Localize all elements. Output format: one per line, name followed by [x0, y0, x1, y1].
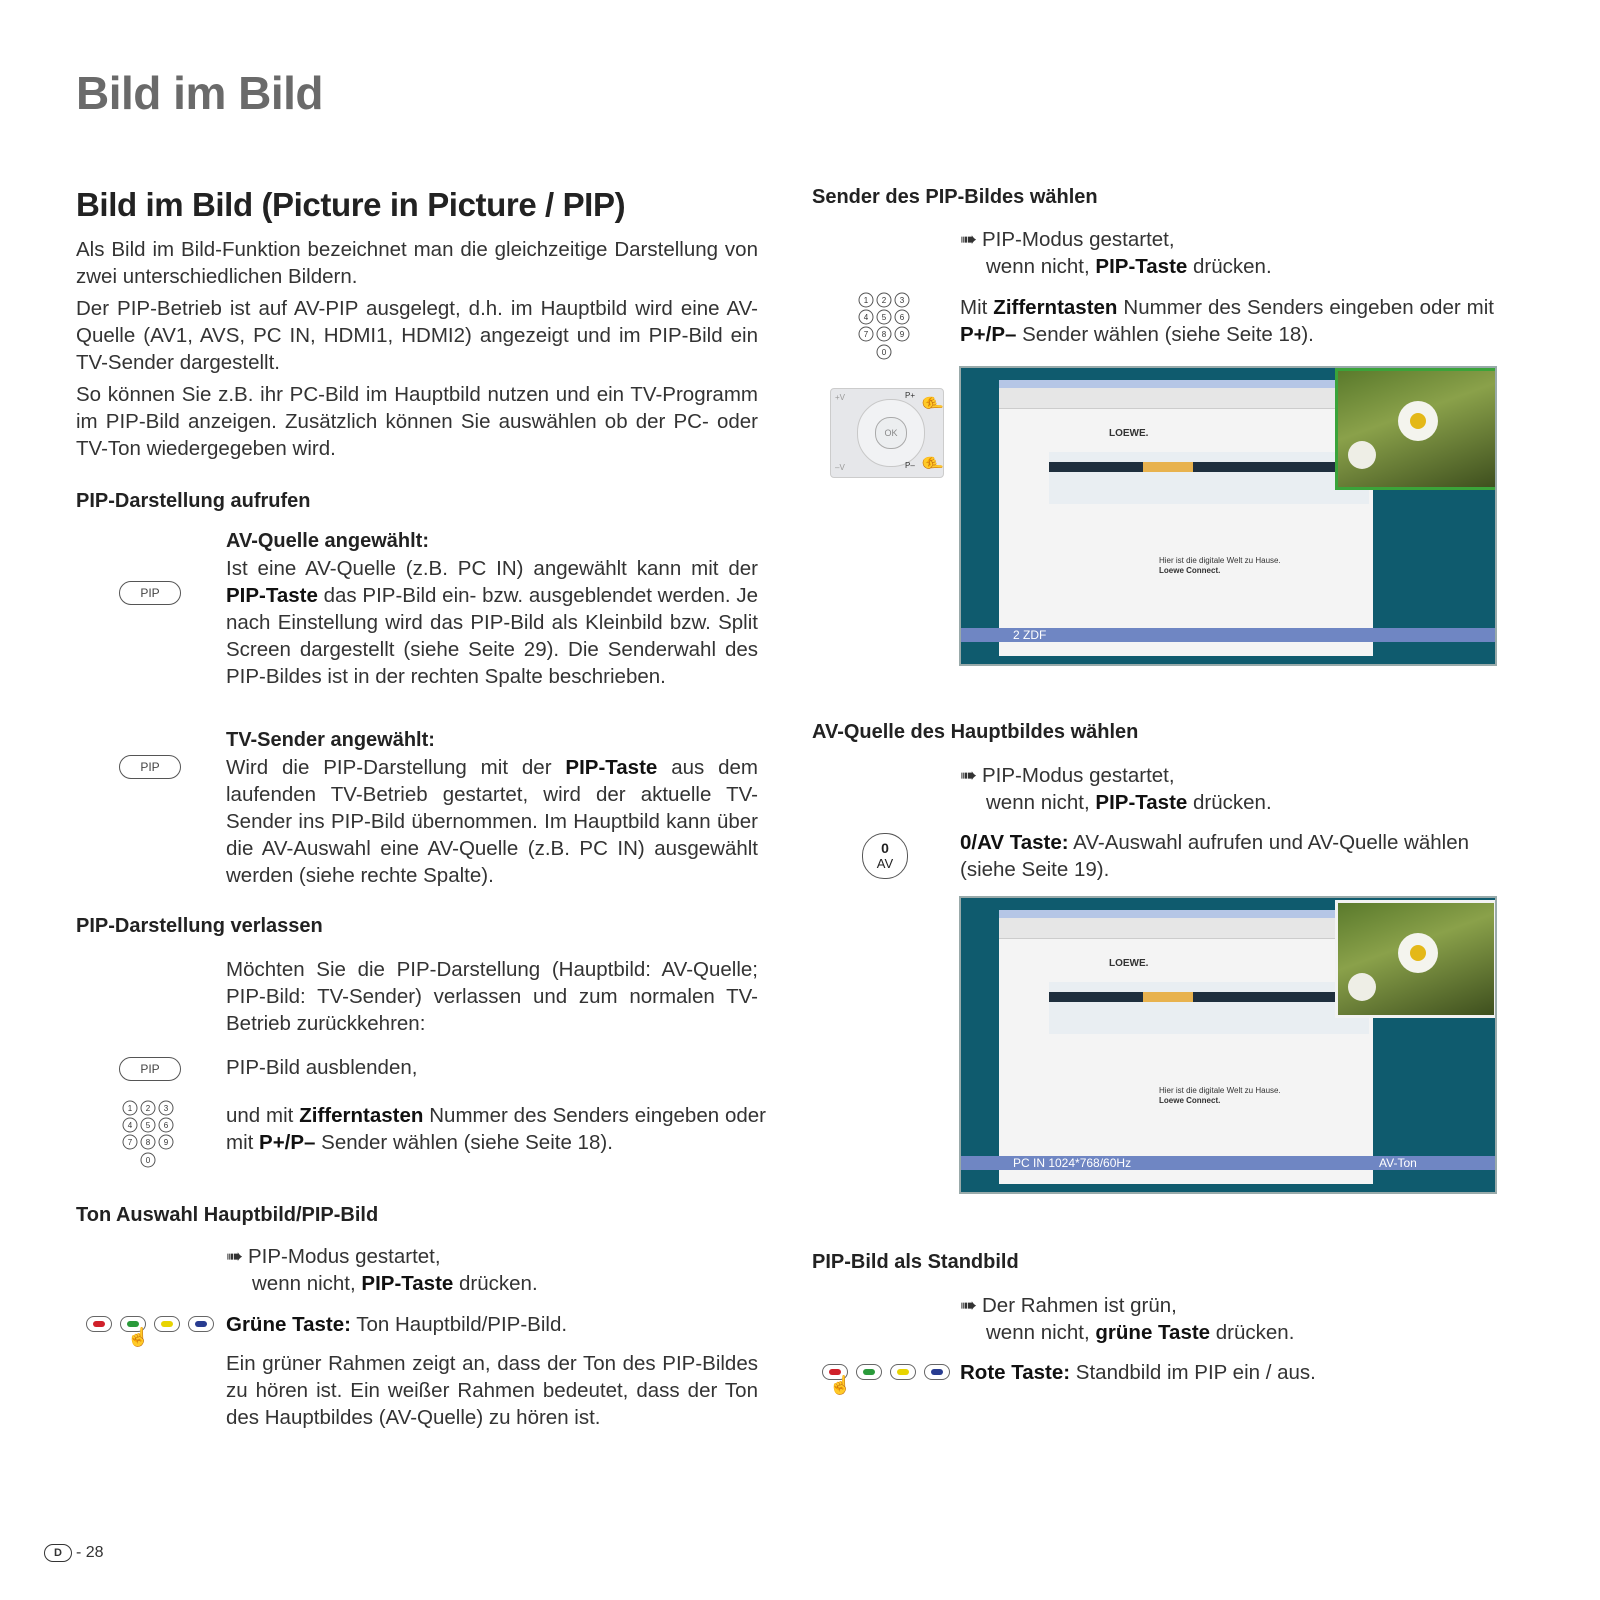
arrow-right-icon: ➠	[960, 764, 978, 787]
page-title: Bild im Bild	[76, 67, 323, 119]
pip-window	[1335, 900, 1497, 1018]
green-key[interactable]	[120, 1316, 150, 1347]
red-key[interactable]	[822, 1364, 852, 1395]
green-key-text: Grüne Taste: Ton Hauptbild/PIP-Bild.	[226, 1313, 568, 1336]
volume-up-label[interactable]: +V	[835, 393, 846, 402]
svg-text:5: 5	[881, 313, 887, 322]
frame-green-note: ➠ Der Rahmen ist grün, wenn nicht, grüne Taste drücken.	[960, 1294, 1295, 1344]
yellow-key[interactable]	[154, 1316, 180, 1332]
volume-down-label[interactable]: –V	[835, 463, 845, 472]
blue-key[interactable]	[924, 1364, 950, 1380]
browser-window	[999, 380, 1373, 656]
tv-channel-title: TV-Sender angewählt:	[226, 729, 435, 751]
section-heading: Bild im Bild (Picture in Picture / PIP)	[76, 186, 626, 223]
intro-paragraph-1: Als Bild im Bild-Funktion bezeichnet man die gleichzeitige Darstellung von zwei unterschiedlichen Bildern.	[76, 238, 758, 288]
headline-2: Loewe Connect.	[1159, 566, 1221, 575]
av-button[interactable]: 0 AV	[862, 833, 908, 879]
language-badge: D	[44, 1544, 72, 1562]
svg-text:3: 3	[163, 1104, 169, 1113]
channel-status-bar: 2 ZDF	[961, 628, 1495, 642]
red-key-text: Rote Taste: Standbild im PIP ein / aus.	[960, 1361, 1316, 1384]
svg-text:1: 1	[127, 1104, 133, 1113]
page-number: - 28	[76, 1544, 104, 1561]
hide-pip-text: PIP-Bild ausblenden,	[226, 1056, 418, 1079]
svg-text:0: 0	[145, 1156, 151, 1165]
hand-pointer-icon: ☝	[922, 392, 943, 415]
number-keys-text: Mit Zifferntasten Nummer des Senders eingeben oder mit P+/P– Sender wählen (siehe Seite 18).	[960, 296, 1494, 346]
arrow-right-icon: ➠	[960, 228, 978, 251]
green-key[interactable]	[856, 1364, 882, 1380]
remote-control-illustration	[830, 388, 944, 478]
subheading-av-source: AV-Quelle des Hauptbildes wählen	[812, 721, 1139, 743]
number-keys-text: und mit Zifferntasten Nummer des Senders eingeben oder mit P+/P– Sender wählen (siehe Seite 18).	[226, 1104, 767, 1154]
tv-screenshot-pip-channel	[959, 366, 1497, 666]
sound-frame-text: Ein grüner Rahmen zeigt an, dass der Ton des PIP-Bildes zu hören ist. Ein weißer Rahmen bedeutet, dass der Ton des Hauptbildes (AV-Quelle) zu hören ist.	[226, 1352, 758, 1429]
svg-text:7: 7	[863, 330, 869, 339]
svg-text:9: 9	[163, 1138, 169, 1147]
ok-button[interactable]: OK	[875, 417, 907, 449]
av-key-text: 0/AV Taste: AV-Auswahl aufrufen und AV-Quelle wählen (siehe Seite 19).	[960, 831, 1469, 881]
svg-text:4: 4	[863, 313, 869, 322]
svg-text:8: 8	[881, 330, 887, 339]
hand-pointer-icon: ☝	[829, 1375, 852, 1395]
av-source-text: Ist eine AV-Quelle (z.B. PC IN) angewählt kann mit der PIP-Taste das PIP-Bild ein- bzw. ausgeblendet werden. Je nach Einstellung wird das PIP-Bild als Kleinbild bzw. Split Screen dargestellt (siehe Seite 29). Die Senderwahl des PIP-Bildes ist in der rechten Spalte beschrieben.	[226, 557, 758, 688]
pip-button[interactable]: PIP	[119, 755, 181, 779]
tv-screenshot-av-source	[959, 896, 1497, 1194]
svg-text:8: 8	[145, 1138, 151, 1147]
svg-text:4: 4	[127, 1121, 133, 1130]
pip-button[interactable]: PIP	[119, 1057, 181, 1081]
headline-1: Hier ist die digitale Welt zu Hause.	[1159, 1086, 1281, 1095]
source-status-bar: PC IN 1024*768/60Hz AV-Ton	[961, 1156, 1495, 1170]
svg-text:7: 7	[127, 1138, 133, 1147]
number-keypad-icon[interactable]	[856, 292, 916, 364]
yellow-key[interactable]	[890, 1364, 916, 1380]
arrow-right-icon: ➠	[960, 1294, 978, 1317]
pip-mode-note: ➠ PIP-Modus gestartet, wenn nicht, PIP-Taste drücken.	[226, 1245, 538, 1295]
blue-key[interactable]	[188, 1316, 214, 1332]
program-down-label[interactable]: P–	[905, 461, 915, 470]
svg-text:2: 2	[145, 1104, 151, 1113]
browser-window	[999, 910, 1373, 1184]
number-keypad-icon[interactable]	[120, 1100, 180, 1172]
svg-text:5: 5	[145, 1121, 151, 1130]
logo: LOEWE.	[1109, 958, 1149, 969]
headline-1: Hier ist die digitale Welt zu Hause.	[1159, 556, 1281, 565]
pip-mode-note: ➠ PIP-Modus gestartet, wenn nicht, PIP-Taste drücken.	[960, 228, 1272, 278]
headline-2: Loewe Connect.	[1159, 1096, 1221, 1105]
red-key[interactable]	[86, 1316, 112, 1332]
page-footer	[44, 1544, 104, 1562]
pip-button[interactable]: PIP	[119, 581, 181, 605]
subheading-sound-select: Ton Auswahl Hauptbild/PIP-Bild	[76, 1204, 379, 1226]
logo: LOEWE.	[1109, 428, 1149, 439]
svg-text:6: 6	[163, 1121, 169, 1130]
svg-text:6: 6	[899, 313, 905, 322]
subheading-pip-exit: PIP-Darstellung verlassen	[76, 915, 323, 937]
subheading-pip-channel: Sender des PIP-Bildes wählen	[812, 186, 1098, 208]
tv-channel-block	[226, 727, 758, 889]
svg-text:9: 9	[899, 330, 905, 339]
color-keys	[86, 1316, 214, 1347]
program-up-label[interactable]: P+	[905, 391, 916, 400]
exit-text: Möchten Sie die PIP-Darstellung (Hauptbild: AV-Quelle; PIP-Bild: TV-Sender) verlassen und zum normalen TV-Betrieb zurückkehren:	[226, 958, 758, 1035]
arrow-right-icon: ➠	[226, 1245, 244, 1268]
subheading-pip-open: PIP-Darstellung aufrufen	[76, 490, 311, 512]
hand-pointer-icon: ☝	[922, 452, 943, 475]
svg-text:2: 2	[881, 296, 887, 305]
hand-pointer-icon: ☝	[127, 1327, 150, 1347]
tv-channel-text: Wird die PIP-Darstellung mit der PIP-Taste aus dem laufenden TV-Betrieb gestartet, wird der aktuelle TV-Sender ins PIP-Bild übernommen. Im Hauptbild kann über die AV-Auswahl eine AV-Quelle (z.B. PC IN) ausgewählt werden (siehe rechte Spalte).	[226, 756, 759, 887]
svg-text:1: 1	[863, 296, 869, 305]
pip-window	[1335, 368, 1497, 490]
color-keys	[822, 1364, 950, 1395]
av-source-block	[226, 528, 758, 690]
svg-text:3: 3	[899, 296, 905, 305]
intro-paragraph-3: So können Sie z.B. ihr PC-Bild im Hauptbild nutzen und ein TV-Programm im PIP-Bild anzeigen. Zusätzlich können Sie auswählen ob der PC- oder TV-Ton wiedergegeben wird.	[76, 383, 758, 460]
subheading-freeze: PIP-Bild als Standbild	[812, 1251, 1019, 1273]
pip-mode-note: ➠ PIP-Modus gestartet, wenn nicht, PIP-Taste drücken.	[960, 764, 1272, 814]
intro-paragraph-2: Der PIP-Betrieb ist auf AV-PIP ausgelegt, d.h. im Hauptbild wird eine AV-Quelle (AV1, AVS, PC IN, HDMI1, HDMI2) angezeigt und im PIP-Bild ein TV-Sender dargestellt.	[76, 297, 758, 374]
av-source-title: AV-Quelle angewählt:	[226, 530, 429, 552]
svg-text:0: 0	[881, 348, 887, 357]
